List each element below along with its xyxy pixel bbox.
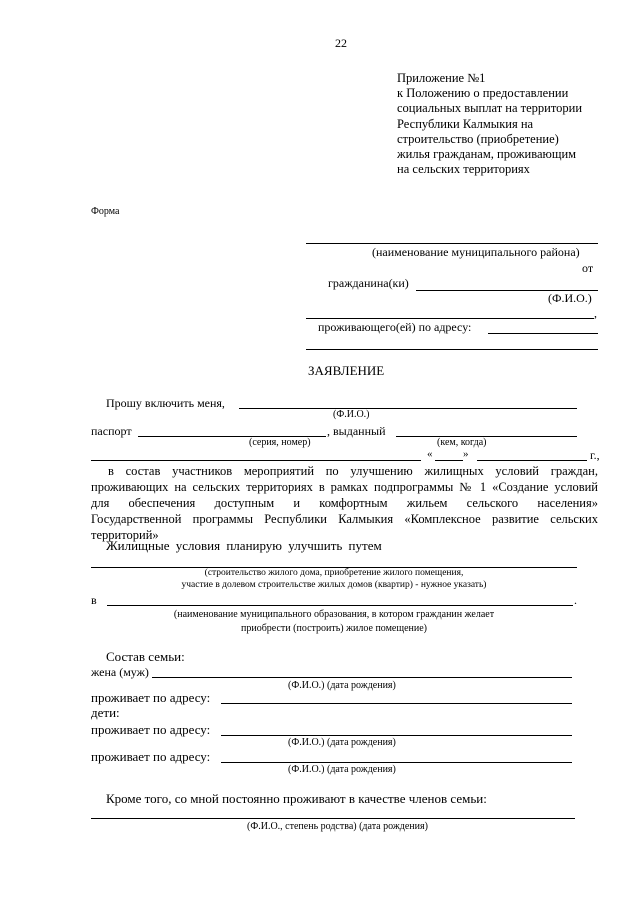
spouse-field[interactable] (152, 677, 572, 678)
appendix-line: на сельских территориях (397, 162, 530, 177)
period: . (574, 593, 577, 607)
applicant-fio-caption: (Ф.И.О.) (333, 409, 370, 420)
citizen-fio-caption: (Ф.И.О.) (548, 291, 592, 305)
date-close-quote: » (463, 448, 469, 460)
appendix-line: социальных выплат на территории (397, 101, 583, 116)
address-field[interactable] (488, 333, 598, 334)
date-month-field[interactable] (477, 460, 587, 461)
child2-field[interactable] (221, 762, 572, 763)
municipal-field[interactable] (306, 243, 598, 244)
improve-caption-2: участие в долевом строительстве жилых домов (квартир) - нужное указать) (181, 580, 487, 590)
child-field[interactable] (221, 735, 572, 736)
citizen-field-2[interactable] (306, 318, 594, 319)
child2-fio-caption: (Ф.И.О.) (дата рождения) (288, 764, 396, 775)
issued-by-field-2[interactable] (91, 460, 421, 461)
from-label: от (582, 261, 594, 275)
page-number: 22 (335, 36, 347, 50)
date-open-quote: « (427, 448, 433, 460)
family-title: Состав семьи: (106, 649, 185, 664)
appendix-line: к Положению о предоставлении (397, 86, 569, 101)
children-label: дети: (91, 705, 120, 720)
appendix-line: строительство (приобретение) (397, 131, 559, 146)
appendix-block (397, 71, 582, 177)
improve-label: Жилищные условия планирую улучшить путем (106, 538, 382, 553)
improve-caption-1: (строительство жилого дома, приобретение жилого помещения, (204, 568, 464, 578)
municipal-caption: (наименование муниципального района) (372, 245, 580, 259)
improve-caption-4: приобрести (построить) жилое помещение) (241, 623, 427, 634)
spouse-address-label: проживает по адресу: (91, 690, 211, 705)
issued-label: , выданный (327, 424, 386, 438)
spouse-fio-caption: (Ф.И.О.) (дата рождения) (288, 680, 396, 691)
spouse-label: жена (муж) (91, 665, 149, 679)
also-lives-label: Кроме того, со мной постоянно проживают в качестве членов семьи: (106, 791, 487, 806)
body-line: для обеспечения доступным и комфортным жильем сельского населения» (91, 496, 598, 510)
body-line: Государственной программы Республики Калмыкия «Комплексное развитие сельских (91, 512, 598, 526)
child2-address-label: проживает по адресу: (91, 749, 211, 764)
body-line: территорий» (91, 528, 159, 542)
appendix-line: жилья гражданам, проживающим (397, 147, 577, 162)
document-title: ЗАЯВЛЕНИЕ (308, 363, 385, 378)
appendix-line: Приложение №1 (397, 71, 486, 85)
by-whom-caption: (кем, когда) (437, 437, 487, 448)
other-members-field[interactable] (91, 818, 575, 819)
applicant-fio-field[interactable] (239, 408, 577, 409)
address-label: проживающего(ей) по адресу: (318, 320, 472, 334)
citizen-label: гражданина(ки) (328, 276, 409, 290)
passport-label: паспорт (91, 424, 132, 438)
in-label: в (91, 593, 97, 607)
date-day-field[interactable] (435, 460, 463, 461)
body-line: в состав участников мероприятий по улучшению жилищных условий граждан, (108, 464, 598, 478)
form-label: Форма (91, 206, 120, 217)
appendix-line: Республики Калмыкия на (397, 116, 534, 131)
body-paragraph (91, 463, 598, 543)
child-address-label: проживает по адресу: (91, 722, 211, 737)
other-members-caption: (Ф.И.О., степень родства) (дата рождения) (247, 821, 428, 832)
address-field-2[interactable] (306, 349, 598, 350)
comma: , (594, 306, 597, 320)
municipality-field[interactable] (107, 605, 573, 606)
year-label: г., (590, 448, 600, 462)
spouse-address-field[interactable] (221, 703, 572, 704)
series-caption: (серия, номер) (249, 437, 311, 448)
body-line: проживающих на сельских территориях в рамках подпрограммы № 1 «Создание условий (91, 480, 598, 494)
include-me-label: Прошу включить меня, (106, 396, 225, 410)
improve-caption-3: (наименование муниципального образования, в котором гражданин желает (173, 609, 495, 620)
child-fio-caption: (Ф.И.О.) (дата рождения) (288, 737, 396, 748)
